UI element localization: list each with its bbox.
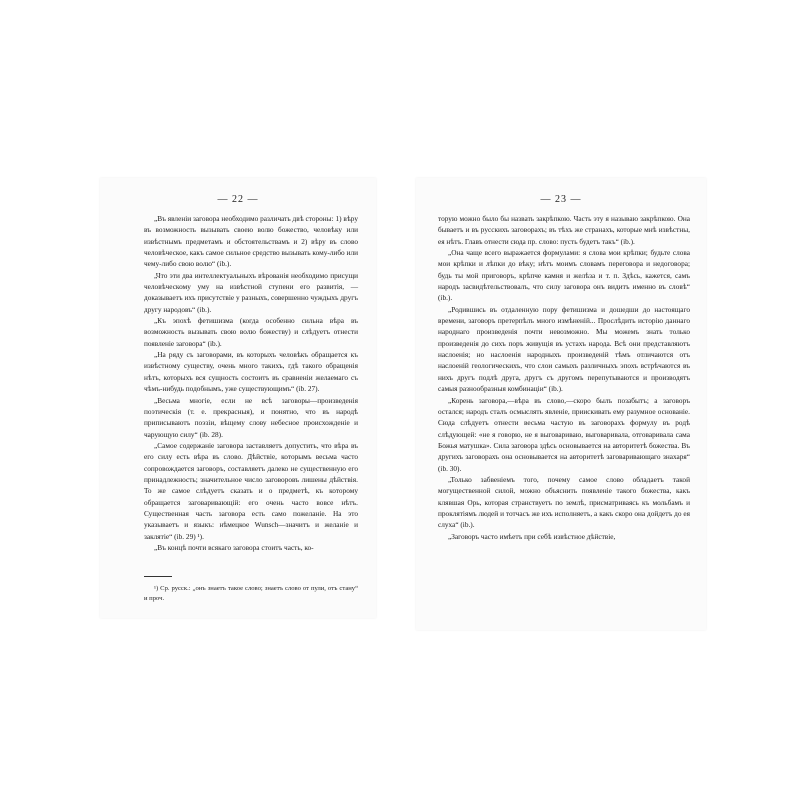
paragraph: „Самое содержаніе заговора заставляетъ допустить, что вѣра въ его силу есть вѣра въ слово. Дѣйствіе, которымъ весьма часто сопровождается заговоръ, составляетъ далеко не существенную его принадлежность; значительное число заговоровъ лишены дѣйствія. То же самое слѣдуетъ сказать и о предметѣ, къ которому обращается заговаривающій: его очень часто вовсе нѣтъ. Существенная часть заговора есть само пожеланіе. На это указываетъ и языкъ: нѣмецкое Wunsch—значитъ и желаніе и заклятіе“ (ib. 29) ¹). <box>144 440 358 541</box>
paragraph: „Весьма многіе, если не всѣ заговоры—произведенія поэтическія (т. е. прекрасныя), и понятно, что въ народѣ приписываютъ поэзіи, вѣщему слову небесное происхожденіе и чарующую силу“ (ib. 28). <box>144 395 358 439</box>
paragraph: „Въ концѣ почти всякаго заговора стоитъ часть, ко- <box>154 542 314 552</box>
footnote-text: ¹) Ср. русск.: „онъ знаетъ такое слово; знаетъ слово от пули, отъ стану“ и проч. <box>144 585 358 602</box>
paragraph: „Что эти два интеллектуальныхъ вѣрованія необходимо присущи человѣческому уму на извѣстной ступени его развитія, — доказываетъ ихъ присутствіе у разныхъ, совершенно чуждыхъ другъ другу народовъ“ (ib.). <box>144 270 358 314</box>
paragraph: „Корень заговора,—вѣра въ слово,—скоро былъ позабытъ; а заговоръ остался; народъ сталъ осмыслять явленіе, приискивать ему разумное основаніе. Сюда слѣдуетъ отнести весьма частую въ заговорахъ формулу въ родѣ слѣдующей: «не я говорю, не я выговариваю, выговаривала, отговаривала сама Божья матушка». Сила заговора здѣсь основывается на авторитетѣ божества. Въ другихъ заговорахъ она основывается на авторитетѣ заговаривающаго знахаря“ (ib. 30). <box>438 395 690 473</box>
paragraph: „Она чаще всего выражается формулами: я слова мои крѣпки; будьте слова мои крѣпки и лѣпки до вѣку; нѣтъ моимъ словамъ переговора и недоговора; будь ты мой приговоръ, крѣпче камня и желѣза и т. п. Здѣсь, кажется, самъ народъ засвидѣтельствовалъ, что силу заговора онъ видитъ именно въ словѣ“ (ib.). <box>438 248 690 303</box>
page-number: — 22 — <box>217 194 259 205</box>
page-number: — 23 — <box>540 194 582 205</box>
paragraph: „Родившись въ отдаленную пору фетишизма и дошедши до настоящаго времени, заговоръ претерпѣлъ много измѣненій... Прослѣдить исторію даннаго народнаго произведенія почти невозможно. Мы можемъ знать только произведенія до сихъ поръ живущія въ устахъ народа. Всѣ они представляютъ наслоенія; но наслоенія народныхъ произведеній тѣмъ отличаются отъ наслоеній геологическихъ, что слои самыхъ различныхъ эпохъ встрѣчаются въ нихъ другъ подлѣ друга, другъ съ другомъ перепутываются и производятъ самыя разнообразныя комбинаціи“ (ib.). <box>438 304 690 394</box>
footnote <box>144 584 358 604</box>
paragraph: торую можно было бы назвать закрѣпкою. Часть эту я называю закрѣпкою. Она бываетъ и въ русскихъ заговорахъ; въ тѣхъ же странахъ, которые мнѣ извѣстны, ея нѣтъ. Главъ отнести сюда пр. слово: пусть будетъ такъ“ (ib.). <box>438 214 690 246</box>
page-body <box>144 213 358 553</box>
footnote-rule <box>144 576 172 577</box>
left-page <box>100 178 376 618</box>
paragraph: „Заговоръ часто имѣетъ при себѣ извѣстное дѣйствіе, <box>448 531 616 541</box>
paragraph: „Только забвеніемъ того, почему самое слово обладаетъ такой могущественной силой, можно объяснить появленіе такого божества, какъ клявшая Орь, которая странствуетъ по землѣ, присматриваясь къ мольбамъ и проклятіямъ людей и тотчасъ же ихъ исполняетъ, а какъ скоро она дойдетъ до ея слуха“ (ib.). <box>438 474 690 530</box>
paragraph: „Къ эпохѣ фетишизма (когда особенно сильна вѣра въ возможность вызывать свою волю божеству) и слѣдуетъ отнести появленіе заговора“ (ib.). <box>144 316 358 348</box>
paragraph: „Въ явленіи заговора необходимо различать двѣ стороны: 1) вѣру въ возможность вызывать своею волю божество, человѣку или извѣстнымъ предметамъ и обстоятельствамъ и 2) вѣру въ слово человѣческое, какъ самое сильное средство вызывать кому-либо или чему-либо свою волю“ (ib.). <box>144 214 358 269</box>
right-page <box>416 178 706 630</box>
page-body <box>438 213 690 542</box>
paragraph: „На ряду съ заговорами, въ которыхъ человѣкъ обращается къ извѣстному существу, очень много такихъ, гдѣ такого обращенія нѣтъ, которыхъ вся сущность состоитъ въ сравненіи желаемаго съ чѣмъ-нибудь подобнымъ, уже существующимъ“ (ib. 27). <box>144 350 358 394</box>
